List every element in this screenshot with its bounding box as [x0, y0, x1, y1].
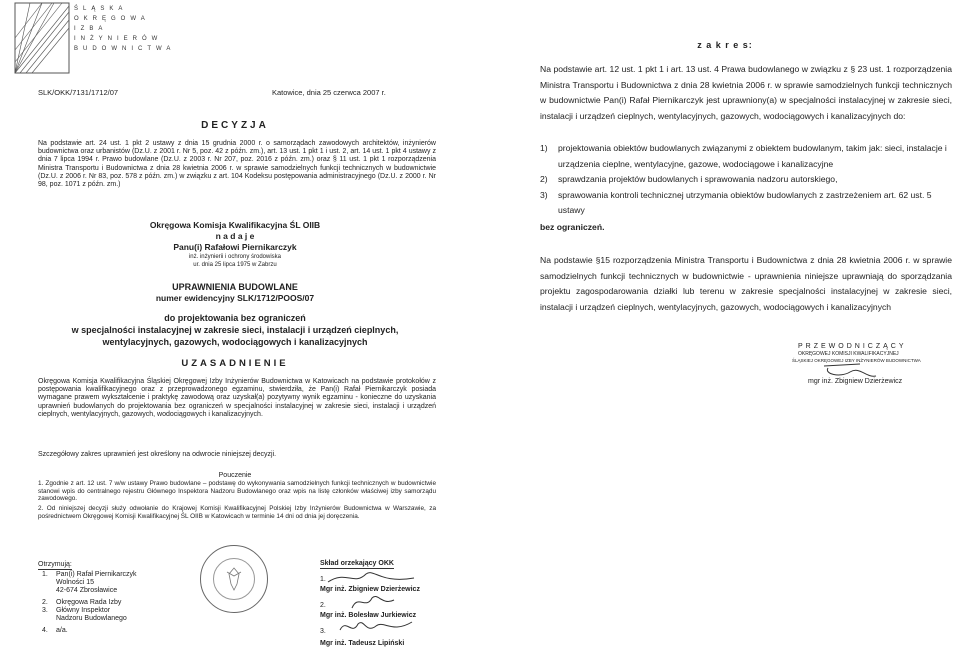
scope-item: 3) sprawowania kontroli technicznej utrzymania obiektów budowlanych z zastrzeżeniem art. 62 ust. 5 ustawy — [540, 189, 932, 215]
scope-line: w specjalności instalacyjnej w zakresie sieci, instalacji i urządzeń cieplnych, — [71, 325, 399, 335]
grants-label: n a d a j e — [215, 231, 255, 241]
chairman-name: mgr inż. Zbigniew Dzierżewicz — [808, 378, 903, 385]
details-note: Szczegółowy zakres uprawnień jest określony na odwrocie niniejszej decyzji. — [38, 451, 277, 458]
signature — [336, 616, 416, 643]
scope-item: 2) sprawdzania projektów budowlanych i sprawowania nadzoru autorskiego, — [540, 174, 838, 184]
scope-heading: z a k r e s: — [697, 40, 753, 50]
panel-num: 3. — [320, 628, 326, 635]
scope-line: do projektowania bez ograniczeń — [164, 313, 306, 323]
round-seal — [200, 545, 268, 613]
permit-number: numer ewidencyjny SLK/1712/POOS/07 — [155, 293, 315, 303]
scope-item: 1) projektowania obiektów budowlanych związanymi z obiektem budowlanym, takim jak: sieci, instalacje i urządzenia cieplne, wentylacyjne, gazowe, wodociągowe i kanalizacyjne — [540, 143, 947, 169]
scope-page — [490, 0, 960, 660]
chamber-name — [74, 4, 175, 54]
scope-basis: Na podstawie art. 12 ust. 1 pkt 1 i art. 13 ust. 4 Prawa budowlanego w związku z § 23 ust. 1 rozporządzenia Ministra Transportu i Budownictwa z dnia 28 kwietnia 2006 r. w sprawie samodzielnych funkcji technicznych w budownictwie Pan(i) Rafał Piernikarczyk jest uprawniony(a) w specjalności instalacyjnej w zakresie sieci, instalacji i urządzeń cieplnych, wentylacyjnych, gazowych, wodociągowych i kanalizacyjnych do: — [540, 64, 952, 121]
recipient-profession: inż. inżynierii i ochrony środowiska — [188, 254, 282, 260]
scope-items — [540, 141, 952, 219]
decision-page — [0, 0, 470, 660]
chairman-stamp-line: ŚLĄSKIEJ OKRĘGOWEJ IZBY INŻYNIERÓW BUDOWNICTWA — [792, 358, 921, 363]
recipients-list — [42, 571, 192, 635]
reference-number: SLK/OKK/7131/1712/07 — [38, 88, 119, 97]
panel-member-name: Mgr inż. Bolesław Jurkiewicz — [320, 612, 417, 619]
instruction-2: 2. Od niniejszej decyzji służy odwołanie do Krajowej Komisji Kwalifikacyjnej Polskiej Izby Inżynierów Budownictwa w Warszawie, za pośrednictwem Okręgowej Komisji Kwalifikacyjnej ŚL OIIB w Katowicach w terminie 14 dni od dnia jej doręczenia. — [38, 505, 436, 520]
recipients-title: Otrzymują: — [38, 561, 72, 570]
recipient-item: 42-674 Zbrosławice — [56, 587, 118, 595]
permit-title: UPRAWNIENIA BUDOWLANE — [172, 282, 298, 292]
recipient-item: 3. Główny Inspektor — [42, 606, 111, 614]
justification-title: UZASADNIENIE — [181, 358, 289, 369]
chairman-title: PRZEWODNICZĄCY — [798, 343, 907, 350]
panel-member-name: Mgr inż. Zbigniew Dzierżewicz — [320, 586, 420, 593]
recipient-item: Nadzoru Budowlanego — [56, 615, 127, 623]
recipient-birth: ur. dnia 25 lipca 1975 w Zabrzu — [193, 262, 277, 268]
site-plan-authorization: Na podstawie §15 rozporządzenia Ministra Transportu i Budownictwa z dnia 28 kwietnia 2006 r. w sprawie samodzielnych funkcji technicznych w budownictwie - uprawnienia niniejsze uprawniają do sporządzania projektu zagospodarowania działki lub terenu w zakresie specjalności instalacyjnej w zakresie sieci, instalacji i urządzeń cieplnych, wentylacyjnych, gazowych, wodociągowych i kanalizacyjnych — [540, 255, 952, 312]
no-limits: bez ograniczeń. — [540, 222, 605, 232]
instruction-1: 1. Zgodnie z art. 12 ust. 7 w/w ustawy Prawo budowlane – podstawę do wykonywania samodzielnych funkcji technicznych w budownictwie stanowi wpis do centralnego rejestru Głównego Inspektora Nadzoru Budowlanego oraz wpis na listę członków właściwej izby samorządu zawodowego. — [38, 480, 436, 503]
instruction-title: Pouczenie — [218, 472, 252, 479]
panel-num: 2. — [320, 602, 326, 609]
panel-member-name: Mgr inż. Tadeusz Lipiński — [320, 640, 405, 647]
recipient-item: 1. Pan(i) Rafał Piernikarczyk — [42, 571, 137, 578]
scope-line: wentylacyjnych, gazowych, wodociągowych i kanalizacyjnych — [102, 337, 368, 347]
chamber-name-line: BUDOWNICTWA — [74, 46, 176, 52]
document-title: DECYZJA — [201, 120, 269, 131]
chamber-name-line: ŚLĄSKA — [74, 6, 128, 12]
chamber-logo — [14, 2, 70, 74]
panel-title: Skład orzekający OKK — [320, 560, 394, 569]
chairman-stamp-line: OKRĘGOWEJ KOMISJI KWALIFIKACYJNEJ — [798, 351, 899, 357]
recipient-item: 4. a/a. — [42, 627, 68, 635]
recipient-item: 2. Okręgowa Rada Izby — [42, 598, 122, 606]
commission-name: Okręgowa Komisja Kwalifikacyjna ŚL OIIB — [149, 220, 321, 230]
justification-text: Okręgowa Komisja Kwalifikacyjna Śląskiej Okręgowej Izby Inżynierów Budownictwa w Katowicach na podstawie protokołów z postępowania kwalifikacyjnego oraz z przeprowadzonego egzaminu, stwierdziła, że Pan(i) Rafał Piernikarczyk posiada wymagane prawem wykształcenie i praktykę zawodową oraz uzyskał(a) pozytywny wynik egzaminu - konieczne do uzyskania uprawnień budowlanych do projektowania bez ograniczeń w specjalności instalacyjnej w zakresie sieci, instalacji i urządzeń cieplnych, wentylacyjnych, gazowych, wodociągowych i kanalizacyjnych. — [38, 378, 436, 418]
recipient-name: Panu(i) Rafałowi Piernikarczyk — [173, 242, 297, 252]
legal-basis: Na podstawie art. 24 ust. 1 pkt 2 ustawy z dnia 15 grudnia 2000 r. o samorządach zawodowych architektów, inżynierów budownictwa oraz urbanistów (Dz.U. z 2001 r. Nr 5, poz. 42 z późn. zm.), art. 13 ust. 1 pkt 1 i ust. 2, art. 14 ust. 1 pkt 4 ustawy z dnia 7 lipca 1994 r. Prawo budowlane (Dz.U. z 2003 r. Nr 207, poz. 2016 z późn. zm.) oraz § 11 ust. 1 pkt 1 rozporządzenia Ministra Transportu i Budownictwa z dnia 28 kwietnia 2006 r. w sprawie samodzielnych funkcji technicznych w budownictwie (Dz.U. z 2006 r. Nr 83, poz. 578 z późn. zm.) w związku z art. 104 Kodeksu postępowania administracyjnego (Dz.U. z 2000 r. Nr 98, poz. 1071 z późn. zm.) — [38, 140, 436, 189]
chamber-name-line: OKRĘGOWA — [74, 16, 150, 22]
place-date: Katowice, dnia 25 czerwca 2007 r. — [272, 88, 386, 97]
recipient-item: Wolności 15 — [56, 579, 95, 587]
chamber-name-line: INŻYNIERÓW — [74, 36, 163, 42]
chamber-name-line: IZBA — [74, 26, 108, 32]
panel-num: 1. — [320, 576, 326, 583]
